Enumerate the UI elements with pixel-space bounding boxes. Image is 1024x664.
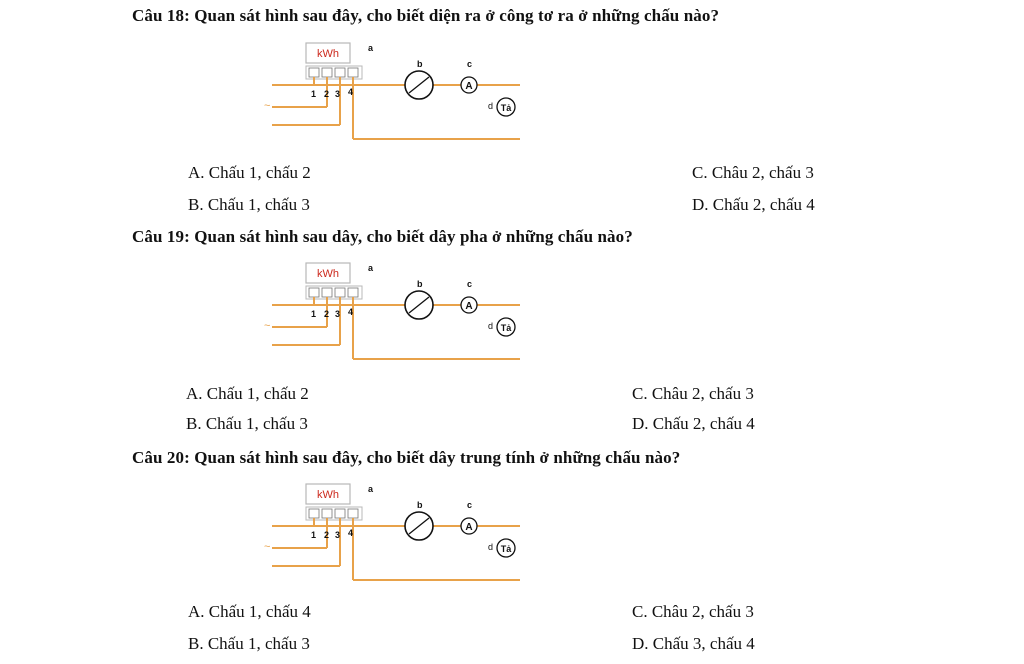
- meter-label: kWh: [317, 489, 339, 501]
- question-title: Câu 19: Quan sát hình sau dây, cho biết dây pha ở những chấu nào?: [132, 227, 633, 246]
- wires: [272, 297, 520, 359]
- terminal-4-label: 4: [348, 307, 354, 317]
- ammeter-symbol: A: [465, 522, 473, 533]
- label-c: c: [467, 279, 473, 289]
- label-a: a: [368, 484, 374, 494]
- meter-label: kWh: [317, 48, 339, 60]
- option-a[interactable]: A. Chấu 1, chấu 2: [186, 384, 309, 403]
- label-b: b: [417, 500, 423, 510]
- meter-label: kWh: [317, 268, 339, 280]
- terminal-3-label: 3: [335, 530, 341, 540]
- terminal-1-label: 1: [311, 530, 317, 540]
- label-d: d: [488, 321, 494, 331]
- ac-source-symbol: ~: [264, 320, 271, 332]
- question-title: Câu 18: Quan sát hình sau đây, cho biết diện ra ở công tơ ra ở những chấu nào?: [132, 6, 720, 25]
- wires: [272, 518, 520, 580]
- option-d[interactable]: D. Chấu 2, chấu 4: [692, 195, 815, 214]
- terminal-2-screw: [322, 288, 332, 297]
- terminal-4-screw: [348, 68, 358, 77]
- load-symbol: Tả: [500, 323, 512, 333]
- terminal-2-label: 2: [324, 89, 330, 99]
- terminal-3-label: 3: [335, 89, 341, 99]
- meter-wiring-diagram: [262, 259, 520, 365]
- load-symbol: Tả: [500, 103, 512, 113]
- ammeter-symbol: A: [465, 81, 473, 92]
- option-c[interactable]: C. Châu 2, chấu 3: [692, 163, 814, 182]
- terminal-4-screw: [348, 509, 358, 518]
- option-d[interactable]: D. Chấu 2, chấu 4: [632, 414, 755, 433]
- terminal-1-screw: [309, 68, 319, 77]
- wires: [272, 77, 520, 139]
- label-c: c: [467, 59, 473, 69]
- option-c[interactable]: C. Châu 2, chấu 3: [632, 602, 754, 621]
- terminal-1-screw: [309, 288, 319, 297]
- terminal-2-label: 2: [324, 309, 330, 319]
- terminal-1-screw: [309, 509, 319, 518]
- diagram-slot: [262, 480, 520, 586]
- label-a: a: [368, 263, 374, 273]
- terminal-2-screw: [322, 68, 332, 77]
- question-title: Câu 20: Quan sát hình sau đây, cho biết dây trung tính ở những chấu nào?: [132, 448, 681, 467]
- label-c: c: [467, 500, 473, 510]
- diagram-slot: [262, 259, 520, 365]
- label-b: b: [417, 59, 423, 69]
- option-a[interactable]: A. Chấu 1, chấu 2: [188, 163, 311, 182]
- terminal-4-label: 4: [348, 528, 354, 538]
- ac-source-symbol: ~: [264, 100, 271, 112]
- option-c[interactable]: C. Châu 2, chấu 3: [632, 384, 754, 403]
- label-a: a: [368, 43, 374, 53]
- option-b[interactable]: B. Chấu 1, chấu 3: [186, 414, 308, 433]
- terminal-1-label: 1: [311, 89, 317, 99]
- meter-wiring-diagram: [262, 480, 520, 586]
- terminal-3-label: 3: [335, 309, 341, 319]
- meter-wiring-diagram: [262, 39, 520, 145]
- ammeter-symbol: A: [465, 301, 473, 312]
- terminal-3-screw: [335, 68, 345, 77]
- diagram-slot: [262, 39, 520, 145]
- terminal-1-label: 1: [311, 309, 317, 319]
- terminal-4-label: 4: [348, 87, 354, 97]
- terminal-2-label: 2: [324, 530, 330, 540]
- load-symbol: Tả: [500, 544, 512, 554]
- label-d: d: [488, 542, 494, 552]
- label-b: b: [417, 279, 423, 289]
- option-b[interactable]: B. Chấu 1, chấu 3: [188, 634, 310, 653]
- terminal-3-screw: [335, 288, 345, 297]
- terminal-4-screw: [348, 288, 358, 297]
- option-d[interactable]: D. Chấu 3, chấu 4: [632, 634, 755, 653]
- terminal-3-screw: [335, 509, 345, 518]
- ac-source-symbol: ~: [264, 541, 271, 553]
- terminal-2-screw: [322, 509, 332, 518]
- option-a[interactable]: A. Chấu 1, chấu 4: [188, 602, 311, 621]
- label-d: d: [488, 101, 494, 111]
- option-b[interactable]: B. Chấu 1, chấu 3: [188, 195, 310, 214]
